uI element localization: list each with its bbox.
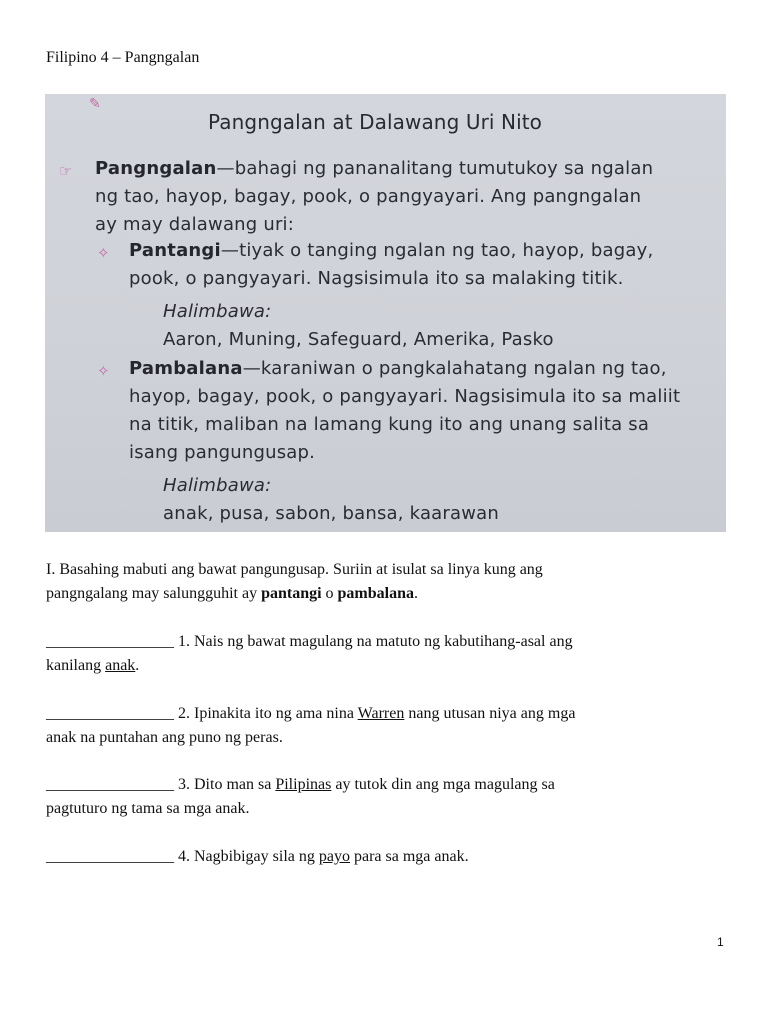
question-item-1: ________________ 1. Nais ng bawat magulang na matuto ng kabutihang-asal ang kanilang anak. — [46, 633, 573, 674]
pantangi-example-label: Halimbawa: — [163, 301, 272, 322]
question-item-4: ________________ 4. Nagbibigay sila ng payo para sa mga anak. — [46, 848, 469, 865]
pambalana-examples: anak, pusa, sabon, bansa, kaarawan — [163, 503, 499, 524]
underlined-noun: Warren — [357, 705, 405, 722]
underlined-noun: anak — [105, 657, 136, 674]
pambalana-line-1 — [129, 358, 667, 379]
pambalana-line-4: isang pangungusap. — [129, 442, 316, 463]
pantangi-text: —tiyak o tanging ngalan ng tao, hayop, bagay, — [220, 240, 654, 261]
definition-line-2: ng tao, hayop, bagay, pook, o pangyayari. Ang pangngalan — [95, 186, 642, 207]
underlined-noun: Pilipinas — [275, 776, 332, 793]
star-bullet-icon: ✧ — [97, 244, 110, 262]
pantangi-line-1 — [129, 240, 653, 261]
instructions — [46, 558, 726, 606]
definition-line-3: ay may dalawang uri: — [95, 214, 295, 235]
photo-title: Pangngalan at Dalawang Uri Nito — [208, 110, 542, 134]
definition-term: Pangngalan — [95, 158, 217, 179]
pantangi-examples: Aaron, Muning, Safeguard, Amerika, Pasko — [163, 329, 554, 350]
bold-pantangi: pantangi — [261, 585, 322, 602]
document-header: Filipino 4 – Pangngalan — [46, 49, 200, 66]
pambalana-line-2: hayop, bagay, pook, o pangyayari. Nagsisimula ito sa maliit — [129, 386, 681, 407]
answer-blank[interactable]: ________________ — [46, 705, 174, 722]
bold-pambalana: pambalana — [337, 585, 414, 602]
pambalana-text: —karaniwan o pangkalahatang ngalan ng tao, — [242, 358, 667, 379]
pambalana-term: Pambalana — [129, 358, 243, 379]
definition-line-1 — [95, 158, 653, 179]
definition-text: —bahagi ng pananalitang tumutukoy sa ngalan — [216, 158, 654, 179]
pencil-decoration-icon: ✎ — [89, 96, 101, 112]
instructions-line-2: pangngalang may salungguhit ay pantangi o pambalana. — [46, 585, 418, 602]
question-item-3: ________________ 3. Dito man sa Pilipinas ay tutok din ang mga magulang sa pagtuturo ng tama sa mga anak. — [46, 776, 555, 817]
page-number: 1 — [717, 935, 724, 949]
pantangi-term: Pantangi — [129, 240, 221, 261]
underlined-noun: payo — [318, 848, 350, 865]
answer-blank[interactable]: ________________ — [46, 848, 174, 865]
pointing-hand-icon: ☞ — [59, 162, 73, 180]
pambalana-example-label: Halimbawa: — [163, 475, 272, 496]
answer-blank[interactable]: ________________ — [46, 776, 174, 793]
pantangi-line-2: pook, o pangyayari. Nagsisimula ito sa malaking titik. — [129, 268, 624, 289]
answer-blank[interactable]: ________________ — [46, 633, 174, 650]
question-item-2: ________________ 2. Ipinakita ito ng ama nina Warren nang utusan niya ang mga anak na puntahan ang puno ng peras. — [46, 705, 576, 746]
instructions-line-1: I. Basahing mabuti ang bawat pangungusap. Suriin at isulat sa linya kung ang — [46, 561, 543, 578]
star-bullet-icon: ✧ — [97, 362, 110, 380]
pambalana-line-3: na titik, maliban na lamang kung ito ang unang salita sa — [129, 414, 650, 435]
textbook-photo — [45, 94, 726, 532]
